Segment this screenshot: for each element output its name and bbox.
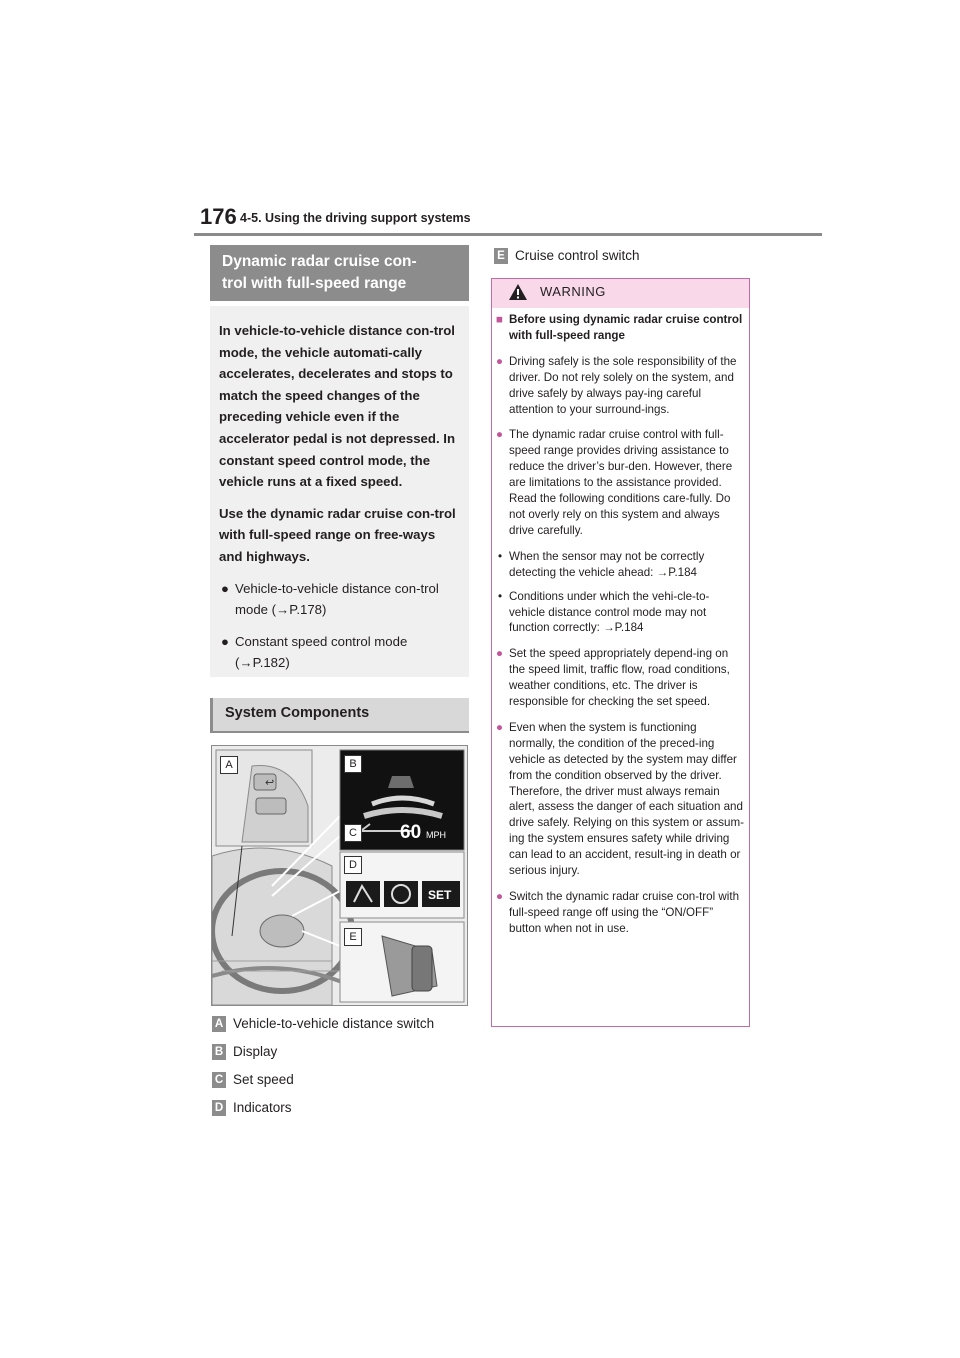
legend-text: Vehicle-to-vehicle distance switch bbox=[233, 1016, 435, 1031]
arrow-icon: → bbox=[239, 655, 253, 671]
warning-heading-item bbox=[496, 312, 744, 344]
svg-text:↩: ↩ bbox=[265, 776, 275, 789]
warning-subitem bbox=[496, 549, 744, 581]
set-indicator: SET bbox=[428, 888, 452, 902]
page-number: 176 bbox=[200, 204, 237, 229]
warning-heading: Before using dynamic radar cruise control with full-speed range bbox=[509, 313, 743, 342]
bullet-dot-icon: ● bbox=[221, 580, 229, 596]
intro-paragraph-1: In vehicle-to-vehicle distance con-trol mode, the vehicle automati-cally accelerates, decelerates and stops to match the speed changes of the preceding vehicle even if the accelerator pedal is not depressed. In constant speed control mode, the vehicle runs at a fixed speed. bbox=[219, 323, 455, 490]
warning-text: Driving safely is the sole responsibility of the driver. Do not rely solely on the system, and drive safely by always pay-ing careful attention to your surround-ings. bbox=[509, 354, 737, 416]
legend-badge: D bbox=[212, 1100, 226, 1116]
callout-b: B bbox=[344, 755, 362, 773]
dashboard-illustration bbox=[212, 746, 467, 1005]
page-ref-link[interactable]: P.182) bbox=[252, 655, 290, 671]
components-heading: System Components bbox=[210, 698, 469, 731]
warning-title: WARNING bbox=[540, 284, 606, 299]
arrow-icon: → bbox=[276, 602, 290, 618]
warning-item bbox=[496, 646, 744, 710]
arrow-icon: → bbox=[656, 565, 669, 579]
callout-d: D bbox=[344, 856, 362, 874]
legend-item bbox=[212, 1015, 434, 1033]
legend-item bbox=[212, 1043, 277, 1061]
warning-item bbox=[496, 427, 744, 538]
legend-badge: A bbox=[212, 1016, 226, 1032]
square-bullet-icon: ■ bbox=[496, 313, 504, 326]
warning-triangle-icon bbox=[508, 283, 528, 301]
warning-text: The dynamic radar cruise control with full-speed range provides driving assistance to reduce the driver’s bur-den. However, there are limitations to the assistance provided. Read the following conditions care-fully. Do not overly rely on this system and always drive carefully. bbox=[509, 428, 733, 537]
section-heading-text: Dynamic radar cruise con- trol with full-speed range bbox=[222, 253, 417, 292]
section-heading bbox=[210, 245, 469, 301]
callout-c: C bbox=[344, 824, 362, 842]
bullet-dot-icon: ● bbox=[496, 354, 504, 368]
legend-item bbox=[212, 1099, 292, 1117]
legend-text: Cruise control switch bbox=[515, 248, 640, 263]
legend-badge: E bbox=[494, 248, 508, 264]
bullet-2-text: Constant speed control mode ( bbox=[235, 633, 408, 671]
legend-badge: B bbox=[212, 1044, 226, 1060]
warning-text: Set the speed appropriately depend-ing on the speed limit, traffic flow, road conditions, weather conditions, etc. The driver is responsible for checking the set speed. bbox=[509, 647, 730, 709]
legend-item bbox=[494, 247, 640, 265]
display-speed: 60 bbox=[400, 822, 422, 843]
page-ref-link[interactable]: P.178) bbox=[289, 602, 327, 618]
header-rule bbox=[194, 233, 822, 236]
warning-item bbox=[496, 354, 744, 418]
warning-subtext: Conditions under which the vehi-cle-to-vehicle distance control mode may not function correctly: bbox=[509, 589, 710, 635]
mode-bullet-2 bbox=[219, 631, 460, 674]
bullet-dot-icon: ● bbox=[496, 428, 504, 442]
warning-text: Even when the system is functioning normally, the condition of the preced-ing vehicle as detected by the system may differ from the condition observed by the driver. Therefore, the driver must always remain alert, assess the danger of each situation and drive safely. Relying on this system or assum-ing the system ensures safety while driving can lead to an accident, result-ing in death or serious injury. bbox=[509, 720, 744, 878]
page-ref-link[interactable]: P.184 bbox=[668, 565, 698, 579]
warning-body bbox=[496, 312, 744, 947]
legend-item bbox=[212, 1071, 294, 1089]
bullet-dot-icon: ● bbox=[221, 633, 229, 649]
mode-bullet-1 bbox=[219, 578, 460, 621]
callout-a: A bbox=[220, 756, 238, 774]
warning-header bbox=[492, 279, 749, 308]
bullet-dot-icon: ● bbox=[496, 890, 504, 903]
small-dot-icon: • bbox=[498, 549, 503, 563]
bullet-1-text: Vehicle-to-vehicle distance con-trol mode ( bbox=[235, 580, 439, 618]
arrow-icon: → bbox=[603, 621, 615, 635]
intro-box bbox=[210, 306, 469, 677]
warning-subitem bbox=[496, 589, 744, 637]
system-components-figure bbox=[211, 745, 468, 1006]
warning-item bbox=[496, 889, 744, 937]
small-dot-icon: • bbox=[498, 589, 503, 603]
legend-text: Indicators bbox=[233, 1100, 292, 1115]
legend-text: Display bbox=[233, 1044, 278, 1059]
callout-e: E bbox=[344, 928, 362, 946]
warning-text: Switch the dynamic radar cruise con-trol with full-speed range off using the “ON/OFF” button when not in use. bbox=[509, 890, 740, 935]
intro-paragraph-2: Use the dynamic radar cruise con-trol with full-speed range on free-ways and highways. bbox=[219, 505, 456, 564]
display-unit: MPH bbox=[426, 830, 446, 840]
bullet-dot-icon: ● bbox=[496, 720, 504, 734]
warning-subtext: When the sensor may not be correctly detecting the vehicle ahead: bbox=[509, 549, 705, 579]
components-rule bbox=[210, 731, 469, 733]
section-title: 4-5. Using the driving support systems bbox=[240, 211, 471, 225]
warning-item bbox=[496, 720, 744, 879]
legend-badge: C bbox=[212, 1072, 226, 1088]
legend-text: Set speed bbox=[233, 1072, 294, 1087]
page-ref-link[interactable]: P.184 bbox=[614, 621, 644, 635]
bullet-dot-icon: ● bbox=[496, 647, 504, 661]
